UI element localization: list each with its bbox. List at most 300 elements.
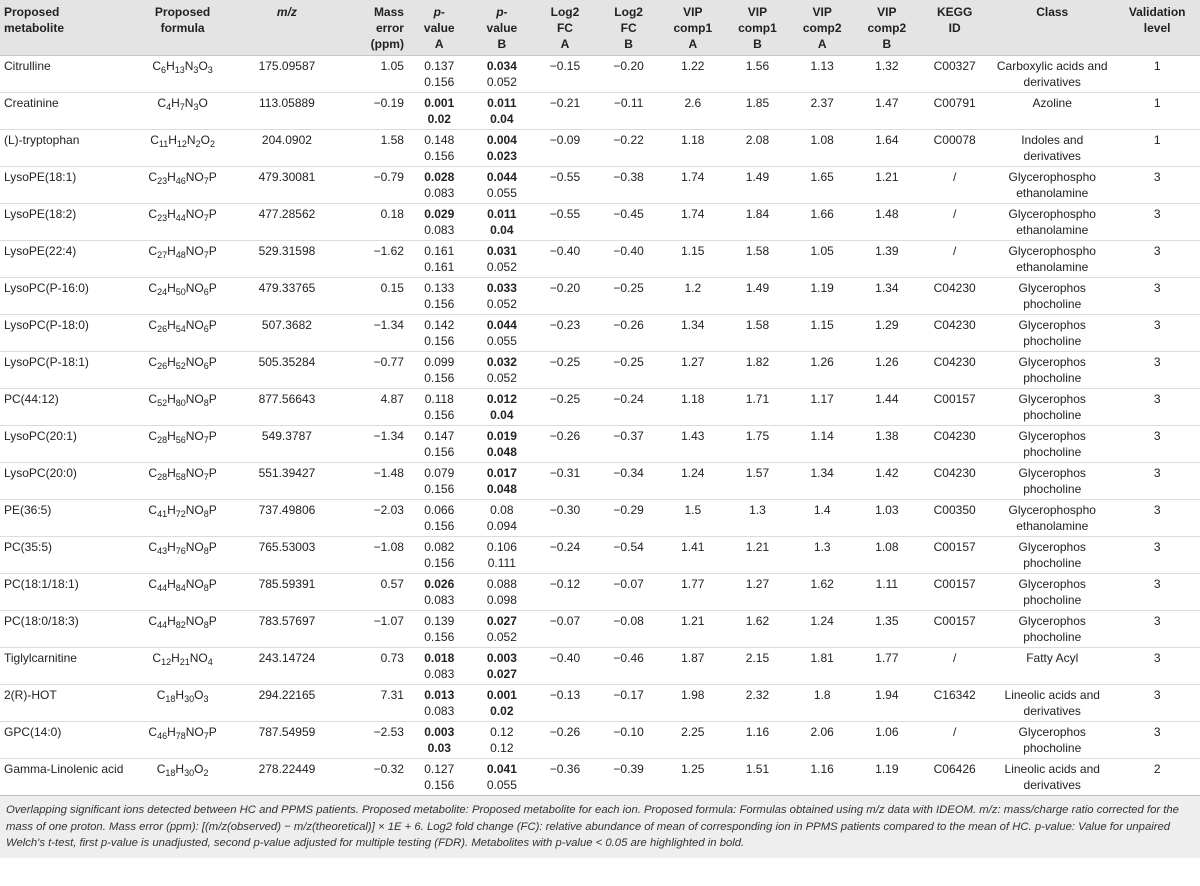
p-value-b-cell: 0.106 0.111 [471, 537, 534, 574]
mass-error-cell: −1.34 [334, 426, 408, 463]
kegg-id-cell: C04230 [919, 278, 990, 315]
formula-cell: $C_{44}H_{82}NO_8P$ [125, 611, 240, 648]
table-row [0, 426, 1200, 463]
vip-comp1-b-cell: 1.3 [725, 500, 790, 537]
header-log2fc-b: Log2 FC B [597, 0, 661, 56]
log2fc-a-cell: −0.20 [533, 278, 597, 315]
log2fc-b-cell: −0.10 [597, 722, 661, 759]
table-row [0, 500, 1200, 537]
p-value-a-cell: 0.147 0.156 [408, 426, 471, 463]
log2fc-b-cell: −0.25 [597, 278, 661, 315]
vip-comp2-b-cell: 1.48 [855, 204, 920, 241]
vip-comp2-a-cell: 1.8 [790, 685, 855, 722]
header-formula: Proposed formula [125, 0, 240, 56]
table-row [0, 611, 1200, 648]
mz-cell: 507.3682 [240, 315, 334, 352]
class-cell: Glycerophospho ethanolamine [990, 167, 1114, 204]
vip-comp2-a-cell: 1.15 [790, 315, 855, 352]
vip-comp2-b-cell: 1.38 [855, 426, 920, 463]
vip-comp1-a-cell: 1.15 [660, 241, 725, 278]
formula-cell: $C_{23}H_{46}NO_7P$ [125, 167, 240, 204]
mz-cell: 787.54959 [240, 722, 334, 759]
validation-level-cell: 3 [1114, 463, 1200, 500]
vip-comp2-a-cell: 1.14 [790, 426, 855, 463]
header-vip-comp2-b: VIP comp2 B [855, 0, 920, 56]
validation-level-cell: 3 [1114, 241, 1200, 278]
header-log2fc-a: Log2 FC A [533, 0, 597, 56]
vip-comp2-a-cell: 1.13 [790, 56, 855, 93]
header-p-value-a: p- value A [408, 0, 471, 56]
header-kegg-id: KEGG ID [919, 0, 990, 56]
vip-comp2-b-cell: 1.08 [855, 537, 920, 574]
class-cell: Glycerophos phocholine [990, 426, 1114, 463]
vip-comp1-a-cell: 1.27 [660, 352, 725, 389]
mz-cell: 877.56643 [240, 389, 334, 426]
table-row [0, 167, 1200, 204]
log2fc-a-cell: −0.23 [533, 315, 597, 352]
vip-comp1-b-cell: 1.27 [725, 574, 790, 611]
log2fc-a-cell: −0.21 [533, 93, 597, 130]
header-p-value-b: p- value B [471, 0, 534, 56]
mass-error-cell: 0.57 [334, 574, 408, 611]
validation-level-cell: 3 [1114, 167, 1200, 204]
p-value-b-cell: 0.012 0.04 [471, 389, 534, 426]
mass-error-cell: 0.73 [334, 648, 408, 685]
p-value-a-cell: 0.013 0.083 [408, 685, 471, 722]
p-value-a-cell: 0.139 0.156 [408, 611, 471, 648]
header-class: Class [990, 0, 1114, 56]
log2fc-a-cell: −0.26 [533, 426, 597, 463]
vip-comp1-a-cell: 1.43 [660, 426, 725, 463]
table-row [0, 722, 1200, 759]
p-value-b-cell: 0.031 0.052 [471, 241, 534, 278]
p-value-b-cell: 0.034 0.052 [471, 56, 534, 93]
vip-comp2-b-cell: 1.39 [855, 241, 920, 278]
vip-comp1-a-cell: 1.2 [660, 278, 725, 315]
mass-error-cell: −2.03 [334, 500, 408, 537]
mass-error-cell: −2.53 [334, 722, 408, 759]
vip-comp1-b-cell: 1.75 [725, 426, 790, 463]
log2fc-b-cell: −0.45 [597, 204, 661, 241]
mz-cell: 113.05889 [240, 93, 334, 130]
kegg-id-cell: / [919, 167, 990, 204]
validation-level-cell: 3 [1114, 611, 1200, 648]
vip-comp1-a-cell: 1.41 [660, 537, 725, 574]
table-row [0, 537, 1200, 574]
p-value-b-cell: 0.017 0.048 [471, 463, 534, 500]
vip-comp2-b-cell: 1.19 [855, 759, 920, 796]
class-cell: Glycerophos phocholine [990, 574, 1114, 611]
metabolite-cell: LysoPC(P-18:1) [0, 352, 125, 389]
vip-comp1-b-cell: 1.58 [725, 241, 790, 278]
vip-comp1-b-cell: 1.62 [725, 611, 790, 648]
metabolite-cell: Citrulline [0, 56, 125, 93]
validation-level-cell: 3 [1114, 685, 1200, 722]
log2fc-a-cell: −0.40 [533, 648, 597, 685]
mass-error-cell: −1.48 [334, 463, 408, 500]
log2fc-a-cell: −0.36 [533, 759, 597, 796]
metabolite-cell: 2(R)-HOT [0, 685, 125, 722]
p-value-b-cell: 0.032 0.052 [471, 352, 534, 389]
vip-comp2-a-cell: 1.65 [790, 167, 855, 204]
log2fc-b-cell: −0.46 [597, 648, 661, 685]
class-cell: Carboxylic acids and derivatives [990, 56, 1114, 93]
vip-comp2-a-cell: 1.05 [790, 241, 855, 278]
mz-cell: 477.28562 [240, 204, 334, 241]
vip-comp2-a-cell: 2.06 [790, 722, 855, 759]
kegg-id-cell: C06426 [919, 759, 990, 796]
metabolite-cell: LysoPC(P-18:0) [0, 315, 125, 352]
mz-cell: 479.33765 [240, 278, 334, 315]
log2fc-a-cell: −0.07 [533, 611, 597, 648]
vip-comp1-a-cell: 1.21 [660, 611, 725, 648]
vip-comp2-a-cell: 2.37 [790, 93, 855, 130]
vip-comp1-a-cell: 1.24 [660, 463, 725, 500]
vip-comp2-b-cell: 1.77 [855, 648, 920, 685]
vip-comp2-a-cell: 1.24 [790, 611, 855, 648]
log2fc-b-cell: −0.39 [597, 759, 661, 796]
kegg-id-cell: / [919, 204, 990, 241]
p-value-a-cell: 0.026 0.083 [408, 574, 471, 611]
metabolite-cell: PC(44:12) [0, 389, 125, 426]
formula-cell: $C_{26}H_{54}NO_6P$ [125, 315, 240, 352]
formula-cell: $C_{26}H_{52}NO_6P$ [125, 352, 240, 389]
validation-level-cell: 3 [1114, 204, 1200, 241]
class-cell: Glycerophospho ethanolamine [990, 500, 1114, 537]
table-footnote: Overlapping significant ions detected between HC and PPMS patients. Proposed metabolite: Proposed metabolite for each ion. Proposed formula: Formulas obtained using m/z data with IDEOM. m/z: mass/charge ratio corrected for the mass of one proton. Mass error (ppm): [(m/z(observed) − m/z(theoretical)] × 1E + 6. Log2 fold change (FC): relative abundance of mean of corresponding ion in PPMS patients compared to the mean of HC. p-value: Value for unpaired Welch's t-test, first p-value is unadjusted, second p-value adjusted for multiple testing (FDR). Metabolites with p-value < 0.05 are highlighted in bold. [0, 796, 1200, 858]
class-cell: Lineolic acids and derivatives [990, 685, 1114, 722]
kegg-id-cell: C04230 [919, 463, 990, 500]
log2fc-a-cell: −0.55 [533, 167, 597, 204]
p-value-b-cell: 0.088 0.098 [471, 574, 534, 611]
vip-comp1-b-cell: 1.51 [725, 759, 790, 796]
validation-level-cell: 1 [1114, 93, 1200, 130]
mass-error-cell: 4.87 [334, 389, 408, 426]
vip-comp1-a-cell: 1.74 [660, 167, 725, 204]
vip-comp2-b-cell: 1.64 [855, 130, 920, 167]
vip-comp1-b-cell: 1.56 [725, 56, 790, 93]
table-row [0, 93, 1200, 130]
mass-error-cell: −0.32 [334, 759, 408, 796]
validation-level-cell: 3 [1114, 722, 1200, 759]
table-row [0, 204, 1200, 241]
mz-cell: 479.30081 [240, 167, 334, 204]
class-cell: Glycerophospho ethanolamine [990, 204, 1114, 241]
log2fc-a-cell: −0.13 [533, 685, 597, 722]
class-cell: Fatty Acyl [990, 648, 1114, 685]
p-value-b-cell: 0.12 0.12 [471, 722, 534, 759]
header-metabolite: Proposed metabolite [0, 0, 125, 56]
header-vip-comp2-a: VIP comp2 A [790, 0, 855, 56]
log2fc-b-cell: −0.20 [597, 56, 661, 93]
table-row [0, 130, 1200, 167]
p-value-b-cell: 0.041 0.055 [471, 759, 534, 796]
log2fc-a-cell: −0.31 [533, 463, 597, 500]
log2fc-b-cell: −0.38 [597, 167, 661, 204]
p-value-b-cell: 0.011 0.04 [471, 204, 534, 241]
validation-level-cell: 3 [1114, 389, 1200, 426]
header-vip-comp1-a: VIP comp1 A [660, 0, 725, 56]
mass-error-cell: −1.34 [334, 315, 408, 352]
p-value-a-cell: 0.001 0.02 [408, 93, 471, 130]
kegg-id-cell: C00157 [919, 611, 990, 648]
mz-cell: 204.0902 [240, 130, 334, 167]
vip-comp1-b-cell: 2.08 [725, 130, 790, 167]
vip-comp2-b-cell: 1.11 [855, 574, 920, 611]
p-value-b-cell: 0.044 0.055 [471, 315, 534, 352]
table-row [0, 56, 1200, 93]
class-cell: Glycerophos phocholine [990, 463, 1114, 500]
kegg-id-cell: C00327 [919, 56, 990, 93]
header-row [0, 0, 1200, 56]
log2fc-a-cell: −0.09 [533, 130, 597, 167]
validation-level-cell: 2 [1114, 759, 1200, 796]
metabolite-cell: LysoPC(20:1) [0, 426, 125, 463]
log2fc-b-cell: −0.40 [597, 241, 661, 278]
vip-comp1-b-cell: 1.84 [725, 204, 790, 241]
mass-error-cell: −1.62 [334, 241, 408, 278]
formula-cell: $C_{46}H_{78}NO_7P$ [125, 722, 240, 759]
formula-cell: $C_{12}H_{21}NO_4$ [125, 648, 240, 685]
formula-cell: $C_{24}H_{50}NO_6P$ [125, 278, 240, 315]
kegg-id-cell: C00157 [919, 574, 990, 611]
vip-comp1-a-cell: 1.77 [660, 574, 725, 611]
vip-comp1-a-cell: 1.22 [660, 56, 725, 93]
log2fc-a-cell: −0.25 [533, 389, 597, 426]
header-validation: Validation level [1114, 0, 1200, 56]
mass-error-cell: −0.19 [334, 93, 408, 130]
vip-comp1-b-cell: 1.49 [725, 278, 790, 315]
formula-cell: $C_{18}H_{30}O_3$ [125, 685, 240, 722]
p-value-a-cell: 0.127 0.156 [408, 759, 471, 796]
p-value-b-cell: 0.027 0.052 [471, 611, 534, 648]
metabolite-cell: LysoPE(18:2) [0, 204, 125, 241]
metabolite-cell: GPC(14:0) [0, 722, 125, 759]
vip-comp1-b-cell: 2.32 [725, 685, 790, 722]
kegg-id-cell: C00157 [919, 389, 990, 426]
log2fc-b-cell: −0.37 [597, 426, 661, 463]
metabolite-cell: PE(36:5) [0, 500, 125, 537]
vip-comp1-b-cell: 1.16 [725, 722, 790, 759]
mz-cell: 785.59391 [240, 574, 334, 611]
header-vip-comp1-b: VIP comp1 B [725, 0, 790, 56]
vip-comp1-a-cell: 1.34 [660, 315, 725, 352]
vip-comp2-b-cell: 1.29 [855, 315, 920, 352]
mz-cell: 294.22165 [240, 685, 334, 722]
metabolite-cell: LysoPE(22:4) [0, 241, 125, 278]
vip-comp2-b-cell: 1.21 [855, 167, 920, 204]
table-row [0, 352, 1200, 389]
header-mass-error: Mass error (ppm) [334, 0, 408, 56]
table-row [0, 389, 1200, 426]
table-body [0, 56, 1200, 796]
log2fc-a-cell: −0.55 [533, 204, 597, 241]
validation-level-cell: 1 [1114, 130, 1200, 167]
formula-cell: $C_4H_7N_3O$ [125, 93, 240, 130]
class-cell: Glycerophos phocholine [990, 537, 1114, 574]
metabolite-cell: PC(18:0/18:3) [0, 611, 125, 648]
kegg-id-cell: C00157 [919, 537, 990, 574]
p-value-a-cell: 0.142 0.156 [408, 315, 471, 352]
metabolite-cell: Tiglylcarnitine [0, 648, 125, 685]
vip-comp2-b-cell: 1.35 [855, 611, 920, 648]
p-value-b-cell: 0.044 0.055 [471, 167, 534, 204]
p-value-a-cell: 0.066 0.156 [408, 500, 471, 537]
vip-comp1-a-cell: 1.18 [660, 389, 725, 426]
validation-level-cell: 3 [1114, 426, 1200, 463]
kegg-id-cell: / [919, 722, 990, 759]
formula-cell: $C_{23}H_{44}NO_7P$ [125, 204, 240, 241]
log2fc-a-cell: −0.40 [533, 241, 597, 278]
vip-comp1-b-cell: 1.82 [725, 352, 790, 389]
table-row [0, 759, 1200, 796]
mass-error-cell: −1.08 [334, 537, 408, 574]
metabolite-cell: PC(18:1/18:1) [0, 574, 125, 611]
log2fc-a-cell: −0.26 [533, 722, 597, 759]
vip-comp2-b-cell: 1.94 [855, 685, 920, 722]
vip-comp1-a-cell: 1.25 [660, 759, 725, 796]
kegg-id-cell: / [919, 241, 990, 278]
kegg-id-cell: C16342 [919, 685, 990, 722]
header-mz: m/z [240, 0, 334, 56]
vip-comp1-a-cell: 2.25 [660, 722, 725, 759]
vip-comp1-b-cell: 1.21 [725, 537, 790, 574]
vip-comp2-b-cell: 1.47 [855, 93, 920, 130]
log2fc-b-cell: −0.25 [597, 352, 661, 389]
mz-cell: 278.22449 [240, 759, 334, 796]
vip-comp2-a-cell: 1.08 [790, 130, 855, 167]
class-cell: Indoles and derivatives [990, 130, 1114, 167]
kegg-id-cell: C04230 [919, 352, 990, 389]
log2fc-a-cell: −0.15 [533, 56, 597, 93]
formula-cell: $C_{28}H_{56}NO_7P$ [125, 426, 240, 463]
table-row [0, 278, 1200, 315]
table-row [0, 685, 1200, 722]
vip-comp2-a-cell: 1.34 [790, 463, 855, 500]
mz-cell: 783.57697 [240, 611, 334, 648]
formula-cell: $C_{43}H_{76}NO_8P$ [125, 537, 240, 574]
mass-error-cell: 0.15 [334, 278, 408, 315]
table-row [0, 648, 1200, 685]
vip-comp2-b-cell: 1.26 [855, 352, 920, 389]
vip-comp2-b-cell: 1.34 [855, 278, 920, 315]
mass-error-cell: −0.79 [334, 167, 408, 204]
formula-cell: $C_{28}H_{58}NO_7P$ [125, 463, 240, 500]
kegg-id-cell: C00350 [919, 500, 990, 537]
log2fc-b-cell: −0.34 [597, 463, 661, 500]
p-value-a-cell: 0.118 0.156 [408, 389, 471, 426]
class-cell: Glycerophos phocholine [990, 611, 1114, 648]
formula-cell: $C_{18}H_{30}O_2$ [125, 759, 240, 796]
metabolite-cell: LysoPC(20:0) [0, 463, 125, 500]
metabolite-cell: LysoPE(18:1) [0, 167, 125, 204]
p-value-a-cell: 0.161 0.161 [408, 241, 471, 278]
log2fc-a-cell: −0.12 [533, 574, 597, 611]
class-cell: Glycerophos phocholine [990, 389, 1114, 426]
p-value-a-cell: 0.099 0.156 [408, 352, 471, 389]
p-value-b-cell: 0.004 0.023 [471, 130, 534, 167]
formula-cell: $C_{41}H_{72}NO_8P$ [125, 500, 240, 537]
vip-comp2-b-cell: 1.03 [855, 500, 920, 537]
mass-error-cell: −1.07 [334, 611, 408, 648]
log2fc-b-cell: −0.54 [597, 537, 661, 574]
validation-level-cell: 1 [1114, 56, 1200, 93]
mz-cell: 737.49806 [240, 500, 334, 537]
vip-comp1-a-cell: 1.98 [660, 685, 725, 722]
formula-cell: $C_6H_{13}N_3O_3$ [125, 56, 240, 93]
p-value-a-cell: 0.079 0.156 [408, 463, 471, 500]
log2fc-a-cell: −0.30 [533, 500, 597, 537]
p-value-b-cell: 0.001 0.02 [471, 685, 534, 722]
mass-error-cell: 1.05 [334, 56, 408, 93]
vip-comp1-b-cell: 2.15 [725, 648, 790, 685]
metabolite-cell: Gamma-Linolenic acid [0, 759, 125, 796]
vip-comp2-b-cell: 1.32 [855, 56, 920, 93]
log2fc-b-cell: −0.29 [597, 500, 661, 537]
formula-cell: $C_{44}H_{84}NO_8P$ [125, 574, 240, 611]
vip-comp2-b-cell: 1.42 [855, 463, 920, 500]
mz-cell: 765.53003 [240, 537, 334, 574]
p-value-b-cell: 0.011 0.04 [471, 93, 534, 130]
kegg-id-cell: C00791 [919, 93, 990, 130]
vip-comp2-b-cell: 1.06 [855, 722, 920, 759]
mz-cell: 505.35284 [240, 352, 334, 389]
log2fc-a-cell: −0.25 [533, 352, 597, 389]
log2fc-b-cell: −0.24 [597, 389, 661, 426]
p-value-b-cell: 0.003 0.027 [471, 648, 534, 685]
metabolite-cell: LysoPC(P-16:0) [0, 278, 125, 315]
validation-level-cell: 3 [1114, 352, 1200, 389]
mass-error-cell: 7.31 [334, 685, 408, 722]
validation-level-cell: 3 [1114, 500, 1200, 537]
log2fc-b-cell: −0.17 [597, 685, 661, 722]
p-value-a-cell: 0.029 0.083 [408, 204, 471, 241]
vip-comp1-b-cell: 1.57 [725, 463, 790, 500]
metabolite-cell: Creatinine [0, 93, 125, 130]
kegg-id-cell: C04230 [919, 426, 990, 463]
p-value-a-cell: 0.082 0.156 [408, 537, 471, 574]
vip-comp2-a-cell: 1.16 [790, 759, 855, 796]
formula-cell: $C_{52}H_{80}NO_8P$ [125, 389, 240, 426]
vip-comp2-a-cell: 1.19 [790, 278, 855, 315]
vip-comp1-b-cell: 1.85 [725, 93, 790, 130]
vip-comp2-b-cell: 1.44 [855, 389, 920, 426]
table-row [0, 241, 1200, 278]
vip-comp1-a-cell: 1.87 [660, 648, 725, 685]
validation-level-cell: 3 [1114, 315, 1200, 352]
p-value-b-cell: 0.033 0.052 [471, 278, 534, 315]
vip-comp2-a-cell: 1.81 [790, 648, 855, 685]
metabolite-cell: PC(35:5) [0, 537, 125, 574]
p-value-b-cell: 0.019 0.048 [471, 426, 534, 463]
validation-level-cell: 3 [1114, 278, 1200, 315]
class-cell: Glycerophos phocholine [990, 722, 1114, 759]
p-value-a-cell: 0.137 0.156 [408, 56, 471, 93]
vip-comp1-a-cell: 2.6 [660, 93, 725, 130]
class-cell: Glycerophos phocholine [990, 315, 1114, 352]
p-value-a-cell: 0.148 0.156 [408, 130, 471, 167]
log2fc-b-cell: −0.22 [597, 130, 661, 167]
table-row [0, 463, 1200, 500]
table-row [0, 574, 1200, 611]
vip-comp1-a-cell: 1.74 [660, 204, 725, 241]
p-value-a-cell: 0.028 0.083 [408, 167, 471, 204]
table-row [0, 315, 1200, 352]
mz-cell: 175.09587 [240, 56, 334, 93]
log2fc-b-cell: −0.07 [597, 574, 661, 611]
p-value-a-cell: 0.003 0.03 [408, 722, 471, 759]
mass-error-cell: 1.58 [334, 130, 408, 167]
